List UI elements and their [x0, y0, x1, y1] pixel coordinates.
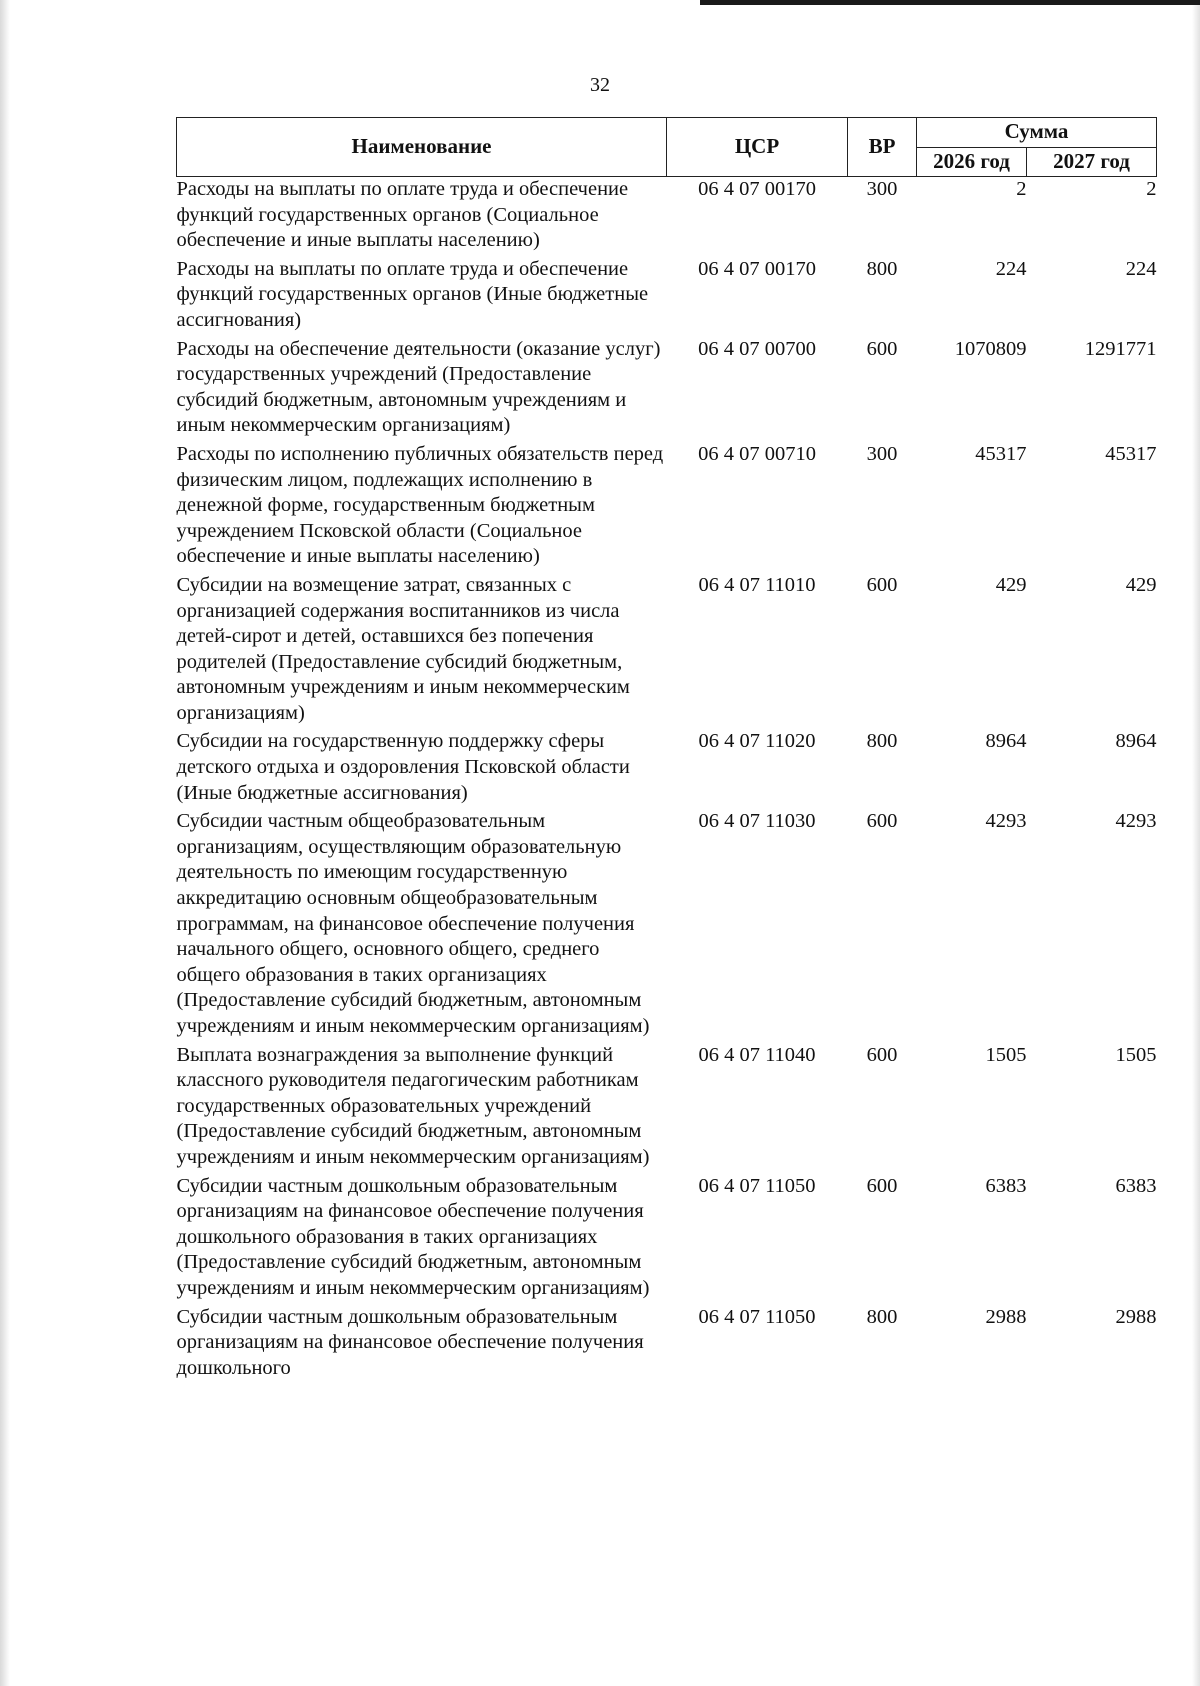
row-name: Субсидии частным общеобразовательным организациям, осуществляющим образовательную деятельность по имеющим государственную аккредитацию основным общеобразовательным программам, на финансовое обеспечение получения начального общего, основного общего, среднего общего образования в таких организациях (Предоставление субсидий бюджетным, автономным учреждениям и иным некоммерческим организациям): [176, 810, 650, 1037]
row-csr: 06 4 07 11020: [698, 730, 816, 753]
row-sum-2027: 2988: [1115, 1305, 1157, 1328]
scan-edge-top: [700, 0, 1200, 5]
header-year-2026: 2026 год: [917, 147, 1027, 177]
row-sum-2026: 1070809: [954, 337, 1027, 360]
table-row: [177, 809, 1157, 1042]
row-csr: 06 4 07 00170: [698, 257, 816, 280]
row-sum-2026: 4293: [985, 810, 1027, 833]
row-vr: 800: [866, 730, 898, 753]
row-csr: 06 4 07 11030: [698, 810, 816, 833]
header-vr: ВР: [848, 118, 917, 177]
row-sum-2027: 429: [1125, 573, 1157, 596]
table-row: [177, 573, 1157, 730]
table-row: [177, 257, 1157, 337]
row-sum-2026: 8964: [985, 730, 1027, 753]
table-row: [177, 729, 1157, 809]
row-vr: 800: [866, 257, 898, 280]
row-sum-2026: 1505: [985, 1043, 1027, 1066]
row-name: Расходы по исполнению публичных обязательств перед физическим лицом, подлежащих исполнению в денежной форме, государственным бюджетным учреждением Псковской области (Социальное обеспечение и иные выплаты населению): [176, 442, 664, 568]
table-header: [177, 118, 1157, 177]
table-row: [177, 442, 1157, 573]
row-sum-2026: 2: [1016, 178, 1027, 200]
scan-shadow-left: [0, 0, 10, 1686]
row-vr: 300: [866, 178, 898, 200]
table-row: [177, 337, 1157, 442]
row-csr: 06 4 07 00170: [698, 178, 816, 200]
table-row: [177, 1174, 1157, 1305]
row-csr: 06 4 07 00700: [698, 337, 816, 360]
table-row: [177, 1305, 1157, 1385]
row-csr: 06 4 07 11050: [698, 1305, 816, 1328]
budget-table: [176, 117, 1157, 1384]
row-csr: 06 4 07 11010: [698, 573, 816, 596]
row-vr: 300: [866, 442, 898, 465]
row-name: Субсидии на государственную поддержку сферы детского отдыха и оздоровления Псковской области (Иные бюджетные ассигнования): [176, 730, 630, 804]
row-vr: 600: [866, 1043, 898, 1066]
row-name: Субсидии частным дошкольным образовательным организациям на финансовое обеспечение получения дошкольного: [176, 1305, 644, 1379]
row-name: Расходы на выплаты по оплате труда и обеспечение функций государственных органов (Социальное обеспечение и иные выплаты населению): [176, 178, 629, 252]
row-csr: 06 4 07 11040: [698, 1043, 816, 1066]
header-sum: Сумма: [917, 118, 1157, 148]
row-vr: 800: [866, 1305, 898, 1328]
row-sum-2027: 1291771: [1084, 337, 1157, 360]
row-name: Субсидии на возмещение затрат, связанных с организацией содержания воспитанников из числа детей-сирот и детей, оставшихся без попечения родителей (Предоставление субсидий бюджетным, автономным учреждениям и иным некоммерческим организациям): [176, 573, 630, 724]
row-name: Расходы на обеспечение деятельности (оказание услуг) государственных учреждений (Предоставление субсидий бюджетным, автономным учреждениям и иным некоммерческим организациям): [176, 337, 661, 437]
row-sum-2027: 1505: [1115, 1043, 1157, 1066]
table-row: [177, 177, 1157, 257]
row-csr: 06 4 07 11050: [698, 1174, 816, 1197]
table-row: [177, 1043, 1157, 1174]
table-body: [177, 177, 1157, 1385]
row-sum-2027: 224: [1125, 257, 1157, 280]
row-sum-2026: 429: [995, 573, 1027, 596]
row-sum-2027: 45317: [1105, 442, 1157, 465]
row-sum-2026: 2988: [985, 1305, 1027, 1328]
row-name: Расходы на выплаты по оплате труда и обеспечение функций государственных органов (Иные бюджетные ассигнования): [176, 257, 649, 331]
row-vr: 600: [866, 573, 898, 596]
scan-shadow-right: [1192, 0, 1200, 1686]
row-vr: 600: [866, 1174, 898, 1197]
header-year-2027: 2027 год: [1027, 147, 1157, 177]
row-sum-2026: 224: [995, 257, 1027, 280]
row-name: Субсидии частным дошкольным образовательным организациям на финансовое обеспечение получения дошкольного образования в таких организациях (Предоставление субсидий бюджетным, автономным учреждениям и иным некоммерческим организациям): [176, 1174, 650, 1299]
header-name: Наименование: [177, 118, 667, 177]
row-sum-2026: 6383: [985, 1174, 1027, 1197]
row-sum-2027: 6383: [1115, 1174, 1157, 1197]
row-sum-2027: 4293: [1115, 810, 1157, 833]
row-sum-2027: 2: [1146, 178, 1157, 200]
row-vr: 600: [866, 337, 898, 360]
row-name: Выплата вознаграждения за выполнение функций классного руководителя педагогическим работникам государственных образовательных учреждений (Предоставление субсидий бюджетным, автономным учреждениям и иным некоммерческим организациям): [176, 1043, 650, 1168]
header-csr: ЦСР: [667, 118, 848, 177]
row-csr: 06 4 07 00710: [698, 442, 816, 465]
row-vr: 600: [866, 810, 898, 833]
row-sum-2027: 8964: [1115, 730, 1157, 753]
row-sum-2026: 45317: [975, 442, 1027, 465]
page-number: 32: [590, 74, 610, 96]
